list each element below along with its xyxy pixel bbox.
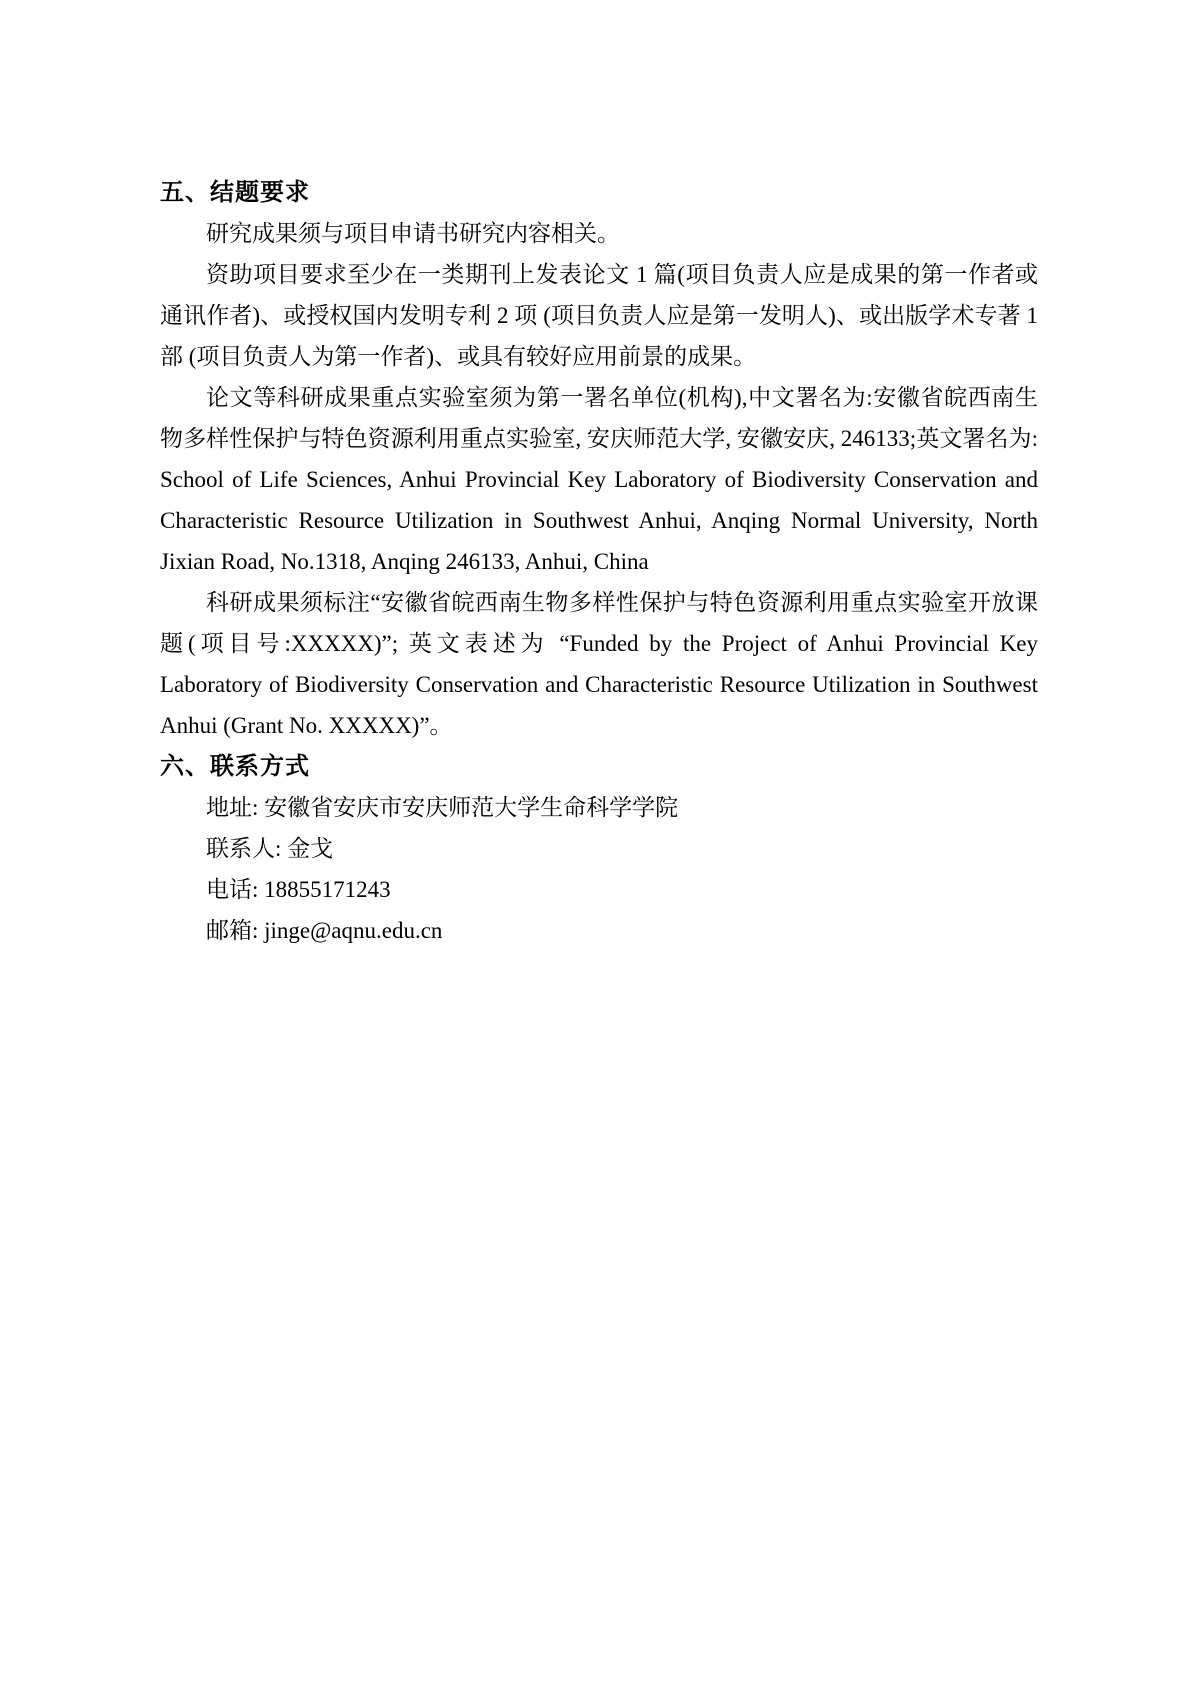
paragraph-affiliation-naming: 论文等科研成果重点实验室须为第一署名单位(机构),中文署名为:安徽省皖西南生物多样性保护与特色资源利用重点实验室, 安庆师范大学, 安徽安庆, 246133;英文署名为: School of Life Sciences, Anhui Provincial Key Laboratory of Biodiversity Conservation and Characteristic Resource Utilization in Southwest Anhui, Anqing Normal University, North Jixian Road, No.1318, Anqing 246133, Anhui, China [160, 385, 1038, 574]
paragraph-research-relevance: 研究成果须与项目申请书研究内容相关。 [206, 221, 620, 246]
contact-phone-line: 电话: 18855171243 [206, 877, 391, 902]
document-content [160, 172, 1038, 951]
contact-email-line: 邮箱: jinge@aqnu.edu.cn [206, 918, 443, 943]
paragraph-funding-output-requirements: 资助项目要求至少在一类期刊上发表论文 1 篇(项目负责人应是成果的第一作者或通讯作者)、或授权国内发明专利 2 项 (项目负责人应是第一发明人)、或出版学术专著 1 部 (项目负责人为第一作者)、或具有较好应用前景的成果。 [160, 262, 1038, 369]
contact-address-line: 地址: 安徽省安庆市安庆师范大学生命科学学院 [206, 795, 679, 820]
contact-person-line: 联系人: 金戈 [206, 836, 334, 861]
section-heading-completion-requirements: 五、结题要求 [160, 179, 310, 206]
paragraph-grant-acknowledgement: 科研成果须标注“安徽省皖西南生物多样性保护与特色资源利用重点实验室开放课题(项目号:XXXXX)”; 英文表述为 “Funded by the Project of Anhui Provincial Key Laboratory of Biodiversity Conservation and Characteristic Resource Utilization in Southwest Anhui (Grant No. XXXXX)”。 [160, 590, 1038, 738]
section-heading-contact-info: 六、联系方式 [160, 753, 310, 780]
